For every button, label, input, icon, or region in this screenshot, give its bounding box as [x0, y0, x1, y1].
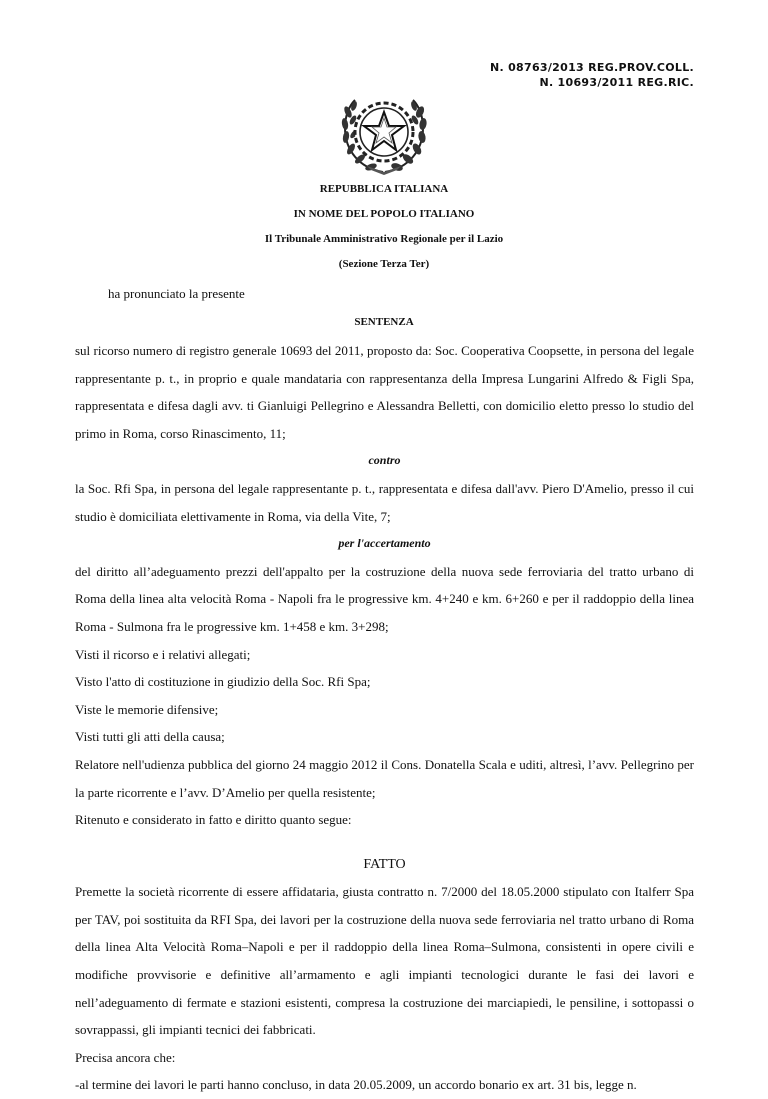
visti-atti-line: Visti tutti gli atti della causa; [75, 729, 225, 745]
diritto-paragraph: del diritto all’adeguamento prezzi dell'appalto per la costruzione della nuova sede ferroviaria del tratto urbano di Roma della linea alta velocità Roma - Napoli fra le progressive km. 4+240 e km. 6+260 e per il raddoppio della linea Roma - Sulmona fra le progressive km. 1+458 e km. 3+298; [75, 563, 694, 634]
rfi-paragraph: la Soc. Rfi Spa, in persona del legale rappresentante p. t., rappresentata e difesa dall'avv. Piero D'Amelio, presso il cui studio è domiciliata elettivamente in Roma, via della Vite, 7; [75, 480, 694, 524]
visti-ricorso-line: Visti il ricorso e i relativi allegati; [75, 646, 251, 662]
relatore-paragraph: Relatore nell'udienza pubblica del giorno 24 maggio 2012 il Cons. Donatella Scala e uditi, altresì, l’avv. Pellegrino per la parte ricorrente e l’avv. D’Amelio per quella resistente; [75, 756, 694, 800]
fatto-heading: FATTO [363, 856, 406, 872]
precisa-line: Precisa ancora che: [75, 1049, 176, 1065]
ritenuto-line: Ritenuto e considerato in fatto e diritto quanto segue: [75, 812, 352, 828]
per-accertamento-heading: per l'accertamento [338, 536, 431, 551]
emblem-icon [339, 92, 429, 176]
reg-prov-coll: N. 08763/2013 REG.PROV.COLL. [489, 61, 694, 74]
preface-text: ha pronunciato la presente [108, 286, 245, 301]
premette-paragraph: Premette la società ricorrente di essere affidataria, giusta contratto n. 7/2000 del 18.05.2000 stipulato con Italferr Spa per TAV, poi sostituita da RFI Spa, dei lavori per la costruzione della nuova sede ferroviaria nel tratto urbano di Roma della linea Alta Velocità Roma–Napoli e per il raddoppio della linea Roma–Sulmona, consistenti in opere civili e modifiche provvisorie e definitive all’armamento e agli impianti tecnologici durante le fasi dei lavori e nell’adeguamento di fermate e stazioni esistenti, compresa la costruzione dei marciapiedi, le pensiline, i sottopassi o sovrappassi, gli impianti tecnici dei fabbricati. [75, 884, 694, 1038]
ricorso-paragraph: sul ricorso numero di registro generale 10693 del 2011, proposto da: Soc. Cooperativa Coopsette, in persona del legale rappresentante p. t., in proprio e quale mandataria con rappresentanza della Impresa Lungarini Alfredo & Figli Spa, rappresentata e difesa dagli avv. ti Gianluigi Pellegrino e Alessandra Belletti, con domicilio eletto presso lo studio del primo in Roma, corso Rinascimento, 11; [75, 343, 694, 441]
court-title: Il Tribunale Amministrativo Regionale per il Lazio [264, 233, 504, 245]
republic-title: REPUBBLICA ITALIANA [319, 183, 449, 195]
accordo-paragraph: -al termine dei lavori le parti hanno concluso, in data 20.05.2009, un accordo bonario ex art. 31 bis, legge n. [75, 1077, 637, 1093]
viste-memorie-line: Viste le memorie difensive; [75, 701, 219, 717]
reg-ric: N. 10693/2011 REG.RIC. [539, 76, 694, 89]
sentenza-heading: SENTENZA [354, 316, 414, 328]
registry-numbers [490, 60, 694, 90]
section-title: (Sezione Terza Ter) [338, 258, 430, 270]
contro-heading: contro [368, 453, 401, 468]
document-body [75, 337, 694, 1099]
in-nome-title: IN NOME DEL POPOLO ITALIANO [293, 208, 475, 220]
visto-atto-line: Visto l'atto di costituzione in giudizio della Soc. Rfi Spa; [75, 674, 371, 690]
